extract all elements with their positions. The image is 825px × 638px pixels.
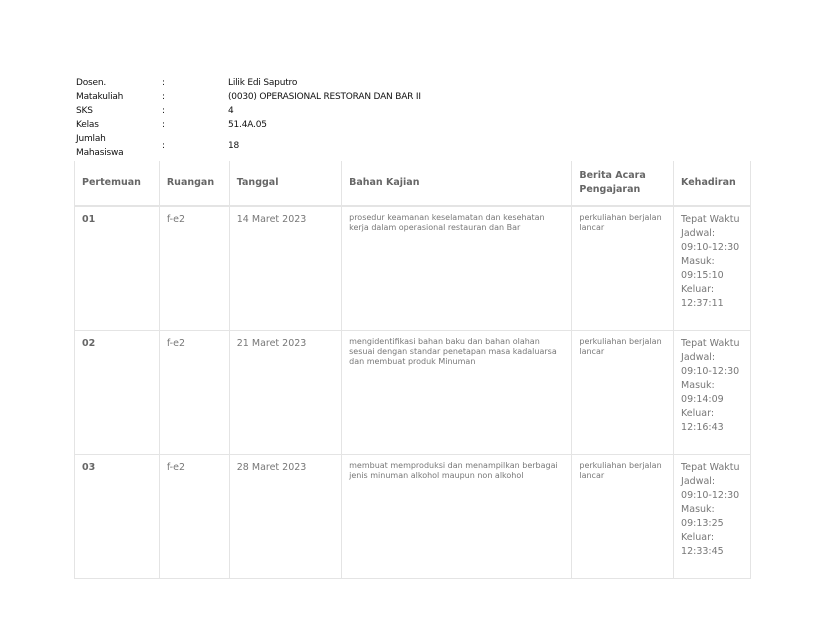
- table-header-row: [75, 161, 751, 206]
- kehadiran-jadwal-label: Jadwal:: [681, 476, 716, 487]
- cell-kehadiran: [674, 206, 751, 331]
- header-tanggal: Tanggal: [229, 161, 341, 206]
- kehadiran-jadwal-label: Jadwal:: [681, 228, 716, 239]
- cell-bahan-kajian: prosedur keamanan keselamatan dan kesehatan kerja dalam operasional restauran dan Bar: [342, 206, 572, 331]
- kelas-separator: :: [162, 120, 165, 130]
- cell-tanggal: 28 Maret 2023: [229, 455, 341, 579]
- kehadiran-masuk: 09:15:10: [681, 270, 724, 281]
- jumlah-separator: :: [162, 141, 165, 151]
- cell-pertemuan: 03: [75, 455, 160, 579]
- kelas-value: 51.4A.05: [228, 120, 267, 130]
- jumlah-label-line2: Mahasiswa: [76, 148, 124, 158]
- kehadiran-keluar: 12:37:11: [681, 298, 724, 309]
- cell-berita-acara: perkuliahan berjalan lancar: [572, 206, 674, 331]
- kehadiran-status: Tepat Waktu: [681, 338, 740, 349]
- kehadiran-masuk-label: Masuk:: [681, 256, 715, 267]
- kehadiran-jadwal: 09:10-12:30: [681, 490, 740, 501]
- table-row: [75, 455, 751, 579]
- kehadiran-masuk: 09:14:09: [681, 394, 724, 405]
- table-row: [75, 331, 751, 455]
- cell-bahan-kajian: mengidentifikasi bahan baku dan bahan olahan sesuai dengan standar penetapan masa kadaluarsa dan membuat produk Minuman: [342, 331, 572, 455]
- header-berita-line2: Pengajaran: [579, 184, 641, 195]
- kehadiran-status: Tepat Waktu: [681, 214, 740, 225]
- cell-tanggal: 14 Maret 2023: [229, 206, 341, 331]
- cell-ruangan: f-e2: [159, 455, 229, 579]
- header-berita-line1: Berita Acara: [579, 170, 646, 181]
- kehadiran-masuk-label: Masuk:: [681, 380, 715, 391]
- cell-berita-acara: perkuliahan berjalan lancar: [572, 331, 674, 455]
- cell-bahan-kajian: membuat memproduksi dan menampilkan berbagai jenis minuman alkohol maupun non alkohol: [342, 455, 572, 579]
- header-ruangan: Ruangan: [159, 161, 229, 206]
- kehadiran-status: Tepat Waktu: [681, 462, 740, 473]
- kehadiran-keluar: 12:33:45: [681, 546, 724, 557]
- cell-kehadiran: [674, 455, 751, 579]
- kehadiran-keluar-label: Keluar:: [681, 284, 715, 295]
- matakuliah-value: (0030) OPERASIONAL RESTORAN DAN BAR II: [228, 92, 421, 102]
- kehadiran-jadwal: 09:10-12:30: [681, 242, 740, 253]
- matakuliah-separator: :: [162, 92, 165, 102]
- table-row: [75, 206, 751, 331]
- sks-label: SKS: [76, 106, 93, 116]
- cell-pertemuan: 02: [75, 331, 160, 455]
- kehadiran-keluar-label: Keluar:: [681, 408, 715, 419]
- sks-value: 4: [228, 106, 234, 116]
- cell-pertemuan: 01: [75, 206, 160, 331]
- header-berita-acara: [572, 161, 674, 206]
- attendance-table: [74, 161, 751, 579]
- cell-kehadiran: [674, 331, 751, 455]
- cell-tanggal: 21 Maret 2023: [229, 331, 341, 455]
- kehadiran-masuk-label: Masuk:: [681, 504, 715, 515]
- dosen-value: Lilik Edi Saputro: [228, 78, 298, 88]
- jumlah-value: 18: [228, 141, 240, 151]
- kehadiran-jadwal: 09:10-12:30: [681, 366, 740, 377]
- header-bahan-kajian: Bahan Kajian: [342, 161, 572, 206]
- kehadiran-keluar-label: Keluar:: [681, 532, 715, 543]
- sks-separator: :: [162, 106, 165, 116]
- cell-ruangan: f-e2: [159, 206, 229, 331]
- kehadiran-jadwal-label: Jadwal:: [681, 352, 716, 363]
- dosen-label: Dosen.: [76, 78, 107, 88]
- header-kehadiran: Kehadiran: [674, 161, 751, 206]
- header-pertemuan: Pertemuan: [75, 161, 160, 206]
- jumlah-label: [76, 132, 146, 160]
- kehadiran-keluar: 12:16:43: [681, 422, 724, 433]
- cell-berita-acara: perkuliahan berjalan lancar: [572, 455, 674, 579]
- dosen-separator: :: [162, 78, 165, 88]
- kehadiran-masuk: 09:13:25: [681, 518, 724, 529]
- kelas-label: Kelas: [76, 120, 99, 130]
- matakuliah-label: Matakuliah: [76, 92, 124, 102]
- cell-ruangan: f-e2: [159, 331, 229, 455]
- jumlah-label-line1: Jumlah: [76, 134, 106, 144]
